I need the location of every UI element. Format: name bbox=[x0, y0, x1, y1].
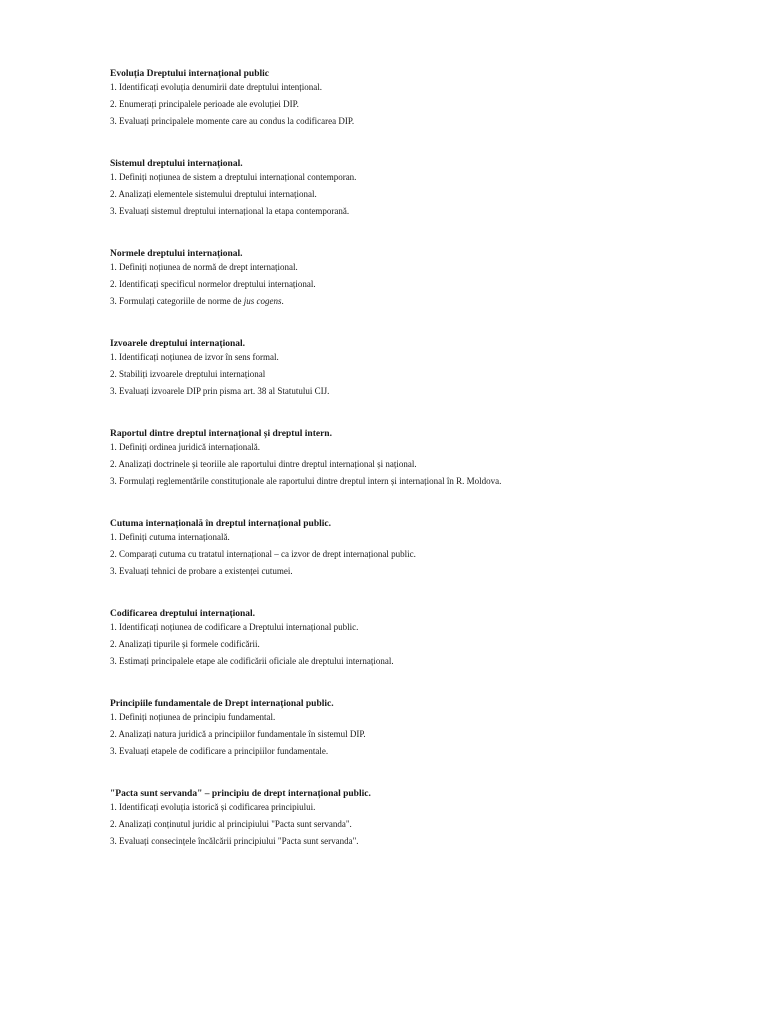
italic-term: jus cogens bbox=[243, 296, 282, 306]
section-title: Normele dreptului internațional. bbox=[110, 249, 243, 259]
section-izvoarele-dreptului bbox=[110, 338, 710, 397]
section-title: Raportul dintre dreptul internațional și dreptul intern. bbox=[110, 429, 332, 439]
list-item: 2. Comparați cutuma cu tratatul internațional – ca izvor de drept internațional public. bbox=[110, 549, 416, 559]
list-item: 1. Identificați noțiunea de codificare a Dreptului internațional public. bbox=[110, 622, 359, 632]
list-item bbox=[110, 296, 710, 307]
section-principiile bbox=[110, 698, 710, 757]
list-item: 3. Evaluați tehnici de probare a existenței cutumei. bbox=[110, 566, 293, 576]
section-sistemul-dreptului bbox=[110, 158, 710, 217]
list-item-text: 3. Formulați categoriile de norme de bbox=[110, 296, 242, 306]
list-item: 3. Evaluați sistemul dreptului internațional la etapa contemporană. bbox=[110, 206, 350, 216]
section-title: Codificarea dreptului internațional. bbox=[110, 609, 256, 619]
list-item: 3. Evaluați consecințele încălcării principiului "Pacta sunt servanda". bbox=[110, 836, 359, 846]
list-item: 2. Analizați natura juridică a principiilor fundamentale în sistemul DIP. bbox=[110, 729, 366, 739]
section-title: Principiile fundamentale de Drept internațional public. bbox=[110, 699, 334, 709]
section-title: Sistemul dreptului internațional. bbox=[110, 159, 243, 169]
section-pacta-sunt-servanda bbox=[110, 788, 710, 847]
section-normele-dreptului bbox=[110, 248, 710, 307]
list-item: 2. Analizați doctrinele și teoriile ale raportului dintre dreptul internațional și național. bbox=[110, 459, 417, 469]
list-item: 1. Identificați evoluția denumirii date dreptului intențional. bbox=[110, 82, 322, 92]
list-item: 2. Identificați specificul normelor dreptului internațional. bbox=[110, 279, 316, 289]
list-item: 1. Definiți noțiunea de normă de drept internațional. bbox=[110, 262, 298, 272]
document-page bbox=[110, 68, 710, 878]
section-title: Evoluția Dreptului internațional public bbox=[110, 69, 269, 79]
list-item: 1. Definiți noțiunea de principiu fundamental. bbox=[110, 712, 276, 722]
list-item: 3. Evaluați principalele momente care au condus la codificarea DIP. bbox=[110, 116, 355, 126]
list-item: 2. Enumerați principalele perioade ale evoluției DIP. bbox=[110, 99, 299, 109]
section-evolutia-dip bbox=[110, 68, 710, 127]
section-title: "Pacta sunt servanda" – principiu de drept internațional public. bbox=[110, 789, 371, 799]
list-item: 1. Definiți noțiunea de sistem a dreptului internațional contemporan. bbox=[110, 172, 357, 182]
trailing-punct: . bbox=[281, 296, 284, 306]
section-title: Izvoarele dreptului internațional. bbox=[110, 339, 246, 349]
list-item: 3. Evaluați etapele de codificare a principiilor fundamentale. bbox=[110, 746, 329, 756]
list-item: 1. Definiți ordinea juridică internațională. bbox=[110, 442, 260, 452]
section-raportul bbox=[110, 428, 710, 487]
section-title: Cutuma internațională în dreptul internațional public. bbox=[110, 519, 331, 529]
list-item: 2. Analizați conținutul juridic al principiului "Pacta sunt servanda". bbox=[110, 819, 352, 829]
list-item: 2. Stabiliți izvoarele dreptului internațional bbox=[110, 369, 266, 379]
list-item: 1. Definiți cutuma internațională. bbox=[110, 532, 230, 542]
section-cutuma bbox=[110, 518, 710, 577]
list-item: 3. Formulați reglementările constituționale ale raportului dintre dreptul intern și internațional în R. Moldova. bbox=[110, 476, 502, 486]
list-item: 3. Evaluați izvoarele DIP prin pisma art. 38 al Statutului CIJ. bbox=[110, 386, 330, 396]
list-item: 3. Estimați principalele etape ale codificării oficiale ale dreptului internațional. bbox=[110, 656, 394, 666]
list-item: 1. Identificați evoluția istorică și codificarea principiului. bbox=[110, 802, 316, 812]
list-item: 2. Analizați elementele sistemului dreptului internațional. bbox=[110, 189, 317, 199]
section-codificarea bbox=[110, 608, 710, 667]
list-item: 2. Analizați tipurile și formele codificării. bbox=[110, 639, 260, 649]
list-item: 1. Identificați noțiunea de izvor în sens formal. bbox=[110, 352, 279, 362]
